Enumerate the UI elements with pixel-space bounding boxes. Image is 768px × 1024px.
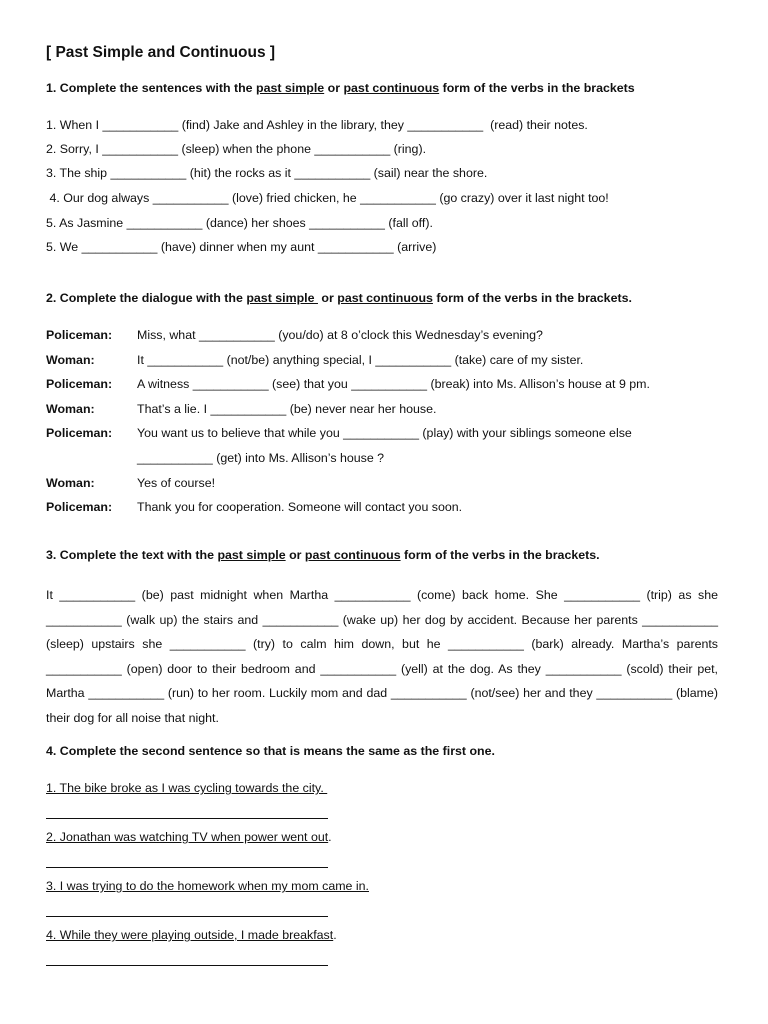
- ex1-sentence-4: 4. Our dog always ___________ (love) fried chicken, he ___________ (go crazy) over it last night too!: [46, 191, 609, 205]
- ex2-instr-post: form of the verbs in the brackets.: [432, 291, 632, 305]
- speaker: Woman:: [46, 401, 95, 416]
- dialogue-row: [46, 402, 736, 427]
- ex4-sentence-3-text: 3. I was trying to do the homework when my mom came in.: [46, 879, 369, 893]
- ex1-instruction: [46, 81, 635, 95]
- ex4-sentence-1: [46, 781, 327, 795]
- ex1-sentence-5: 5. As Jasmine ___________ (dance) her shoes ___________ (fall off).: [46, 216, 433, 230]
- dialogue-row: [46, 426, 736, 451]
- ex4-answer-line-3[interactable]: [46, 916, 328, 917]
- ex4-sentence-4-tail: .: [333, 928, 337, 942]
- speaker: Policeman:: [46, 500, 113, 515]
- ex2-instruction: [46, 291, 632, 305]
- dialogue-line: Miss, what ___________ (you/do) at 8 o’clock this Wednesday’s evening?: [137, 328, 543, 342]
- ex4-instruction: 4. Complete the second sentence so that is means the same as the first one.: [46, 744, 495, 758]
- ex1-instr-mid: or: [324, 81, 344, 95]
- ex4-answer-line-1[interactable]: [46, 818, 328, 819]
- dialogue-row: [46, 328, 736, 353]
- dialogue-line: ___________ (get) into Ms. Allison’s house ?: [137, 450, 385, 465]
- speaker: [46, 451, 137, 476]
- dialogue-row: [46, 353, 736, 378]
- dialogue: [46, 328, 736, 525]
- ex3-instruction: [46, 548, 600, 562]
- ex4-sentence-2-text: 2. Jonathan was watching TV when power went out: [46, 830, 329, 844]
- ex3-instr-past-simple: past simple: [217, 548, 286, 562]
- dialogue-row: [46, 377, 736, 402]
- dialogue-row: [46, 451, 736, 476]
- dialogue-line: It ___________ (not/be) anything special, I ___________ (take) care of my sister.: [137, 352, 584, 367]
- ex4-sentence-2: [46, 830, 332, 844]
- ex1-instr-pre: 1. Complete the sentences with the: [46, 81, 256, 95]
- ex1-instr-past-simple: past simple: [256, 81, 325, 95]
- ex3-text: It ___________ (be) past midnight when Martha ___________ (come) back home. She ___________ (trip) as she ___________ (walk up) the stairs and ___________ (wake up) her dog by accident. Because her parents ___________ (sleep) upstairs she ___________ (try) to calm him down, but he ___________ (bark) already. Martha’s parents ___________ (open) door to their bedroom and ___________ (yell) at the dog. As they ___________ (scold) their pet, Martha ___________ (run) to her room. Luckily mom and dad ___________ (not/see) her and they ___________ (blame) their dog for all noise that night.: [46, 588, 718, 725]
- ex1-instr-post: form of the verbs in the brackets: [439, 81, 635, 95]
- speaker: Policeman:: [46, 377, 113, 392]
- speaker: Policeman:: [46, 328, 113, 342]
- ex1-sentence-2: 2. Sorry, I ___________ (sleep) when the phone ___________ (ring).: [46, 142, 427, 156]
- ex4-sentence-2-tail: .: [328, 830, 332, 844]
- ex4-sentence-4: [46, 928, 337, 942]
- ex4-answer-line-2[interactable]: [46, 867, 328, 868]
- ex3-instr-post: form of the verbs in the brackets.: [400, 548, 600, 562]
- ex3-instr-pre: 3. Complete the text with the: [46, 548, 218, 562]
- ex1-sentence-1: 1. When I ___________ (find) Jake and Ashley in the library, they ___________ (read) their notes.: [46, 118, 588, 132]
- ex3-instr-past-continuous: past continuous: [304, 548, 401, 562]
- dialogue-line: A witness ___________ (see) that you ___________ (break) into Ms. Allison’s house at 9 pm.: [137, 377, 650, 392]
- dialogue-row: [46, 476, 736, 501]
- ex4-sentence-1-text: 1. The bike broke as I was cycling towards the city.: [46, 781, 328, 795]
- ex1-sentence-6: 5. We ___________ (have) dinner when my aunt ___________ (arrive): [46, 240, 437, 254]
- page-title: [ Past Simple and Continuous ]: [46, 44, 276, 61]
- ex2-instr-mid: or: [317, 291, 338, 305]
- ex3-instr-mid: or: [285, 548, 305, 562]
- ex4-sentence-4-text: 4. While they were playing outside, I made breakfast: [46, 928, 334, 942]
- dialogue-line: You want us to believe that while you ___________ (play) with your siblings someone else: [137, 426, 632, 441]
- dialogue-line: Thank you for cooperation. Someone will contact you soon.: [137, 500, 463, 515]
- dialogue-line: Yes of course!: [137, 475, 216, 490]
- dialogue-line: That’s a lie. I ___________ (be) never near her house.: [137, 401, 437, 416]
- ex2-instr-past-continuous: past continuous: [337, 291, 433, 305]
- speaker: Woman:: [46, 352, 95, 367]
- ex4-answer-line-4[interactable]: [46, 965, 328, 966]
- ex2-instr-past-simple: past simple: [246, 291, 318, 305]
- dialogue-row: [46, 500, 736, 525]
- ex2-instr-pre: 2. Complete the dialogue with the: [46, 291, 247, 305]
- ex1-instr-past-continuous: past continuous: [343, 81, 440, 95]
- ex1-sentence-3: 3. The ship ___________ (hit) the rocks as it ___________ (sail) near the shore.: [46, 166, 488, 180]
- speaker: Policeman:: [46, 426, 113, 441]
- speaker: Woman:: [46, 475, 95, 490]
- ex4-sentence-3: [46, 879, 369, 893]
